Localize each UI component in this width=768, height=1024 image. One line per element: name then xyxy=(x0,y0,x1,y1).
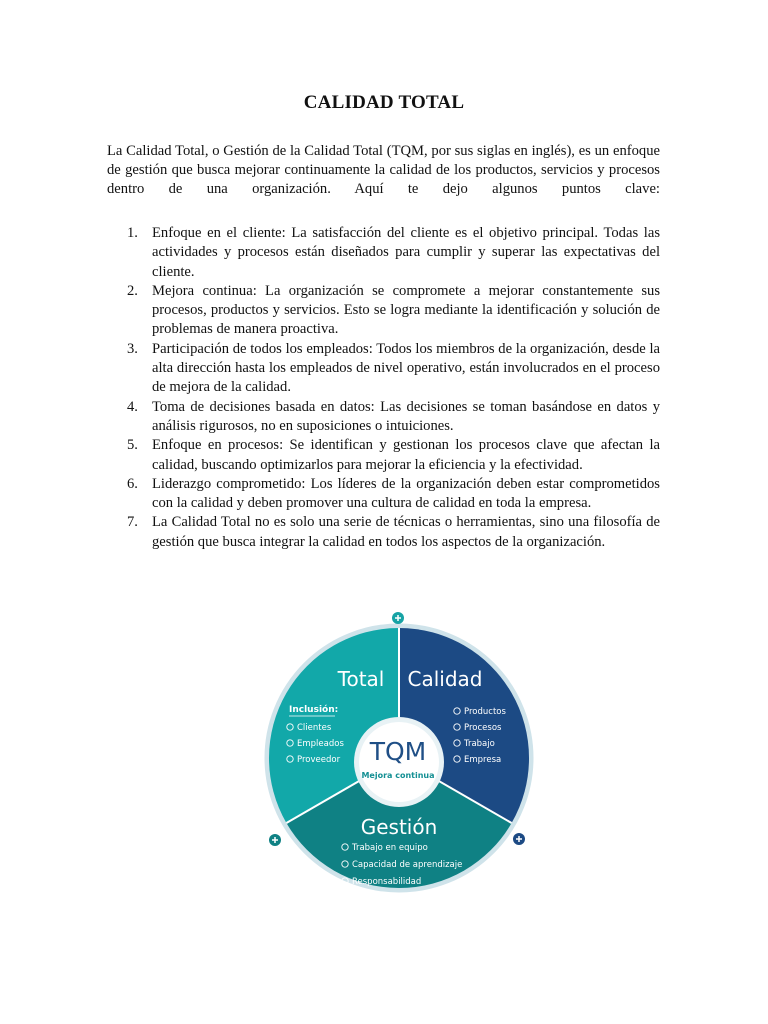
calidad-item: Empresa xyxy=(464,755,502,765)
plus-icon xyxy=(513,833,525,845)
total-item: Clientes xyxy=(297,723,332,733)
total-item: Empleados xyxy=(297,739,344,749)
calidad-item: Procesos xyxy=(464,723,502,733)
list-number: 7. xyxy=(127,514,138,531)
list-item xyxy=(107,513,660,552)
page-title: CALIDAD TOTAL xyxy=(303,92,465,113)
list-item-text: Enfoque en procesos: Se identifican y gestionan los procesos clave que afectan la calidad, buscando optimizarlos para mejorar la eficiencia y la efectividad. xyxy=(152,437,660,473)
list-item-text: Enfoque en el cliente: La satisfacción del cliente es el objetivo principal. Todas las actividades y procesos están diseñados para cumplir y superar las expectativas del cliente. xyxy=(152,225,660,280)
tqm-diagram xyxy=(229,610,540,908)
intro-paragraph: La Calidad Total, o Gestión de la Calidad Total (TQM, por sus siglas en inglés), es un enfoque de gestión que busca mejorar continuamente la calidad de los productos, servicios y procesos dentro de una organización. Aquí te dejo algunos puntos clave: xyxy=(107,142,660,198)
gestion-item: Capacidad de aprendizaje xyxy=(352,860,463,870)
list-item xyxy=(342,860,463,870)
list-item-text: Mejora continua: La organización se compromete a mejorar constantemente sus procesos, productos y servicios. Esto se logra mediante la identificación y solución de problemas de manera proactiva. xyxy=(152,282,660,338)
center-subtitle: Mejora continua xyxy=(361,771,435,780)
calidad-item: Productos xyxy=(464,707,506,717)
gestion-item: Responsabilidad xyxy=(352,877,422,887)
list-number: 4. xyxy=(127,398,138,415)
center-title: TQM xyxy=(369,737,427,766)
list-item xyxy=(107,340,660,398)
list-item xyxy=(107,282,660,340)
list-item xyxy=(107,224,660,282)
list-number: 3. xyxy=(127,340,138,357)
list-item xyxy=(107,475,660,514)
list-item-text: Toma de decisiones basada en datos: Las decisiones se toman basándose en datos y análisis rigurosos, no en suposiciones o intuiciones. xyxy=(152,398,660,434)
segment-label-gestion: Gestión xyxy=(360,815,438,839)
segment-label-calidad: Calidad xyxy=(407,667,483,691)
list-item-text: La Calidad Total no es solo una serie de técnicas o herramientas, sino una filosofía de gestión que busca integrar la calidad en todos los aspectos de la organización. xyxy=(152,514,660,550)
plus-icon xyxy=(392,612,404,624)
calidad-item: Trabajo xyxy=(464,739,495,749)
list-number: 6. xyxy=(127,475,138,492)
list-number: 1. xyxy=(127,225,138,241)
list-number: 5. xyxy=(127,437,138,454)
inclusion-heading: Inclusión: xyxy=(289,705,339,715)
key-points-list xyxy=(107,224,660,552)
list-item xyxy=(342,843,428,853)
list-number: 2. xyxy=(127,282,138,299)
gestion-item: Trabajo en equipo xyxy=(352,843,428,853)
total-item: Proveedor xyxy=(297,755,341,765)
segment-label-total: Total xyxy=(337,667,385,691)
list-item xyxy=(107,436,660,475)
list-item xyxy=(342,877,421,887)
list-item xyxy=(107,398,660,437)
list-item-text: Participación de todos los empleados: Todos los miembros de la organización, desde la alta dirección hasta los empleados de nivel operativo, están involucrados en el proceso de mejora de la calidad. xyxy=(152,340,660,396)
list-item-text: Liderazgo comprometido: Los líderes de la organización deben estar comprometidos con la calidad y deben promover una cultura de calidad en toda la empresa. xyxy=(152,475,660,512)
plus-icon xyxy=(269,834,281,846)
